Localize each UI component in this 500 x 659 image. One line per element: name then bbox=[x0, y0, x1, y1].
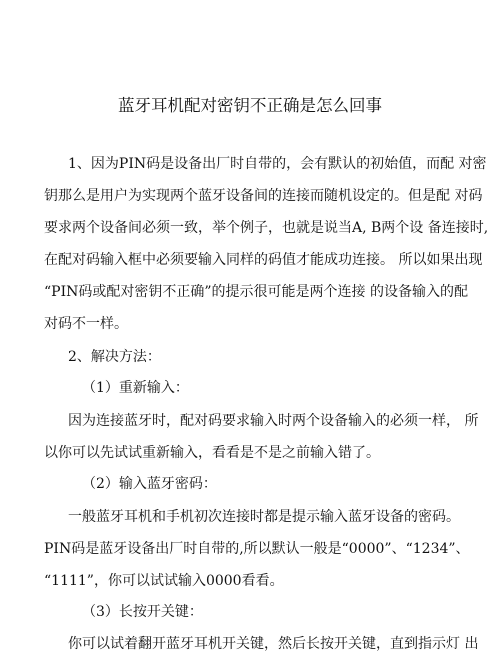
paragraph-line: 一般蓝牙耳机和手机初次连接时都是提示输入蓝牙设备的密码。 bbox=[68, 509, 460, 525]
paragraph-line: PIN码是蓝牙设备出厂时自带的,所以默认一般是“0000”、“1234”、 bbox=[44, 541, 470, 557]
document-title: 蓝牙耳机配对密钥不正确是怎么回事 bbox=[118, 96, 382, 115]
paragraph-line: 1、因为PIN码是设备出厂时自带的，会有默认的初始值，而配 对密 bbox=[68, 156, 487, 172]
paragraph-line: 对码不一样。 bbox=[44, 316, 128, 332]
paragraph-line: 钥那么是用户为实现两个蓝牙设备间的连接而随机设定的。但是配 对码 bbox=[44, 188, 483, 204]
section-heading: 2、解决方法： bbox=[68, 349, 161, 365]
paragraph-line: 你可以试着翻开蓝牙耳机开关键，然后长按开关键，直到指示灯 出 bbox=[68, 636, 479, 652]
paragraph-line: “1111”，你可以试试输入0000看看。 bbox=[44, 573, 284, 589]
paragraph-line: 以你可以先试试重新输入，看看是不是之前输入错了。 bbox=[44, 445, 380, 461]
subsection-heading: （1）重新输入： bbox=[82, 380, 189, 396]
subsection-heading: （2）输入蓝牙密码： bbox=[82, 476, 217, 492]
subsection-heading: （3）长按开关键： bbox=[82, 604, 203, 620]
paragraph-line: 在配对码输入框中必须要输入同样的码值才能成功连接。 所以如果出现 bbox=[44, 252, 483, 268]
paragraph-line: 要求两个设备间必须一致，举个例子，也就是说当A, B两个设 备连接时, bbox=[44, 220, 489, 236]
paragraph-line: “PIN码或配对密钥不正确”的提示很可能是两个连接 的设备输入的配 bbox=[44, 284, 468, 300]
paragraph-line: 因为连接蓝牙时，配对码要求输入时两个设备输入的必须一样， 所 bbox=[68, 413, 479, 429]
